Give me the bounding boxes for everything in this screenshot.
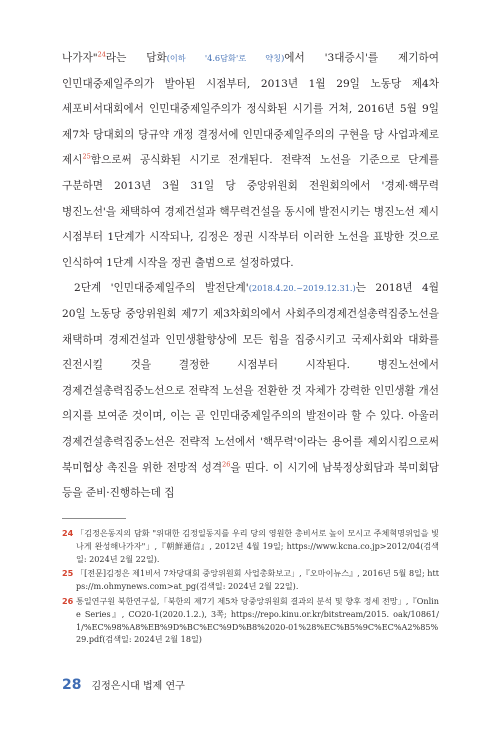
footnote-text: 통일연구원 북한연구실,「북한의 제7기 제5차 당중앙위원회 결과의 분석 및 향후 정세 전망」,『Online Series』, CO20-1(2020.1.2.), 3쪽; https://repo.kinu.or.kr/bitstream/2015. oak/10861/1/%EC%98%A8%EB%9D%BC%EC%9D%B8%2020-01%28%EC%B5%9C%EC%A2%85%29.pdf(검색일: 2024년 2월 18일) [76, 595, 439, 645]
footnote-number: 26 [62, 595, 74, 606]
text-run: 2단계 '인민대중제일주의 발전단계' [74, 282, 249, 295]
footnote-25 [62, 567, 439, 593]
footnote-text: 「김정은동지의 담화 "위대한 김정일동지를 우리 당의 영원한 총비서로 높이 모시고 주체혁명위업을 빛나게 완성해나가자"」,『朝鮮通信』, 2012년 4월 19일; https://www.kcna.co.jp>2012/04(검색일: 2024년 2월 22일). [76, 528, 439, 564]
footnote-number: 25 [62, 568, 74, 579]
footnote-divider [62, 518, 126, 519]
page-number: 28 [62, 677, 82, 693]
book-title: 김정은시대 법제 연구 [91, 681, 185, 692]
text-run: 나가자" [62, 52, 98, 64]
text-run: 라는 담화 [105, 52, 167, 64]
footnote-ref-25[interactable]: 25 [82, 152, 91, 161]
body-text [62, 46, 439, 507]
footnote-number: 24 [62, 528, 74, 538]
footnote-text: 「[전문]김정은 제1비서 7차당대회 중앙위원회 사업총화보고」,『오마이뉴스』, 2016년 5월 8일; https://m.ohmynews.com>at_pg(검색일: 2024년 2월 22일). [76, 568, 439, 592]
footnote-24 [62, 527, 439, 565]
text-run: 을 띤다. 이 시기에 남북정상회담과 북미회담 등을 준비·진행하는데 집 [62, 461, 439, 500]
footnote-ref-26[interactable]: 26 [222, 459, 231, 468]
footnote-26 [62, 595, 439, 646]
text-run: 함으로써 공식화된 시기로 전개된다. 전략적 노선을 기준으로 단계를 구분하면 2013년 3월 31일 당 중앙위원회 전원회의에서 '경제·핵무력 병진노선'을 채택하여 경제건설과 핵무력건설을 동시에 발전시키는 병진노선 제시 시점부터 1단계가 시작되나, 김정은 정권 시작부터 이러한 노선을 표방한 것으로 인식하여 1단계 시작을 정권 출범으로 설정하였다. [62, 154, 439, 269]
footnotes [62, 518, 439, 648]
text-run: 는 2018년 4월 20일 노동당 중앙위원회 제7기 제3차회의에서 사회주의경제건설총력집중노선을 채택하며 경제건설과 인민생활향상에 모든 힘을 집중시키고 국제사회와 대화를 진전시킬 것을 결정한 시점부터 시작된다. 병진노선에서 경제건설총력집중노선으로 전략적 노선을 전환한 것 자체가 강력한 인민생활 개선 의지를 보여준 것이며, 이는 곧 인민대중제일주의의 발전이라 할 수 있다. 아울러 경제건설총력집중노선은 전략적 노선에서 '핵무력'이라는 용어를 제외시킴으로써 북미협상 촉진을 위한 전망적 성격 [62, 282, 439, 474]
text-run: 에서 '3대증시'를 제기하여 인민대중제일주의가 발아된 시점부터, 2013년 1월 29일 노동당 제4차 세포비서대회에서 인민대중제일주의가 정식화된 시기를 거쳐, 2016년 5월 9일 제7차 당대회의 당규약 개정 결정서에 인민대중제일주의의 구현을 당 사업과제로 제시 [62, 52, 439, 167]
page-footer [62, 677, 185, 693]
inline-note: (2018.4.20.~2019.12.31.) [248, 283, 356, 294]
paragraph-1 [62, 46, 439, 276]
inline-note: (이하 '4.6담화'로 약칭) [166, 53, 285, 63]
paragraph-2 [62, 276, 439, 506]
footnote-ref-24[interactable]: 24 [97, 50, 106, 59]
